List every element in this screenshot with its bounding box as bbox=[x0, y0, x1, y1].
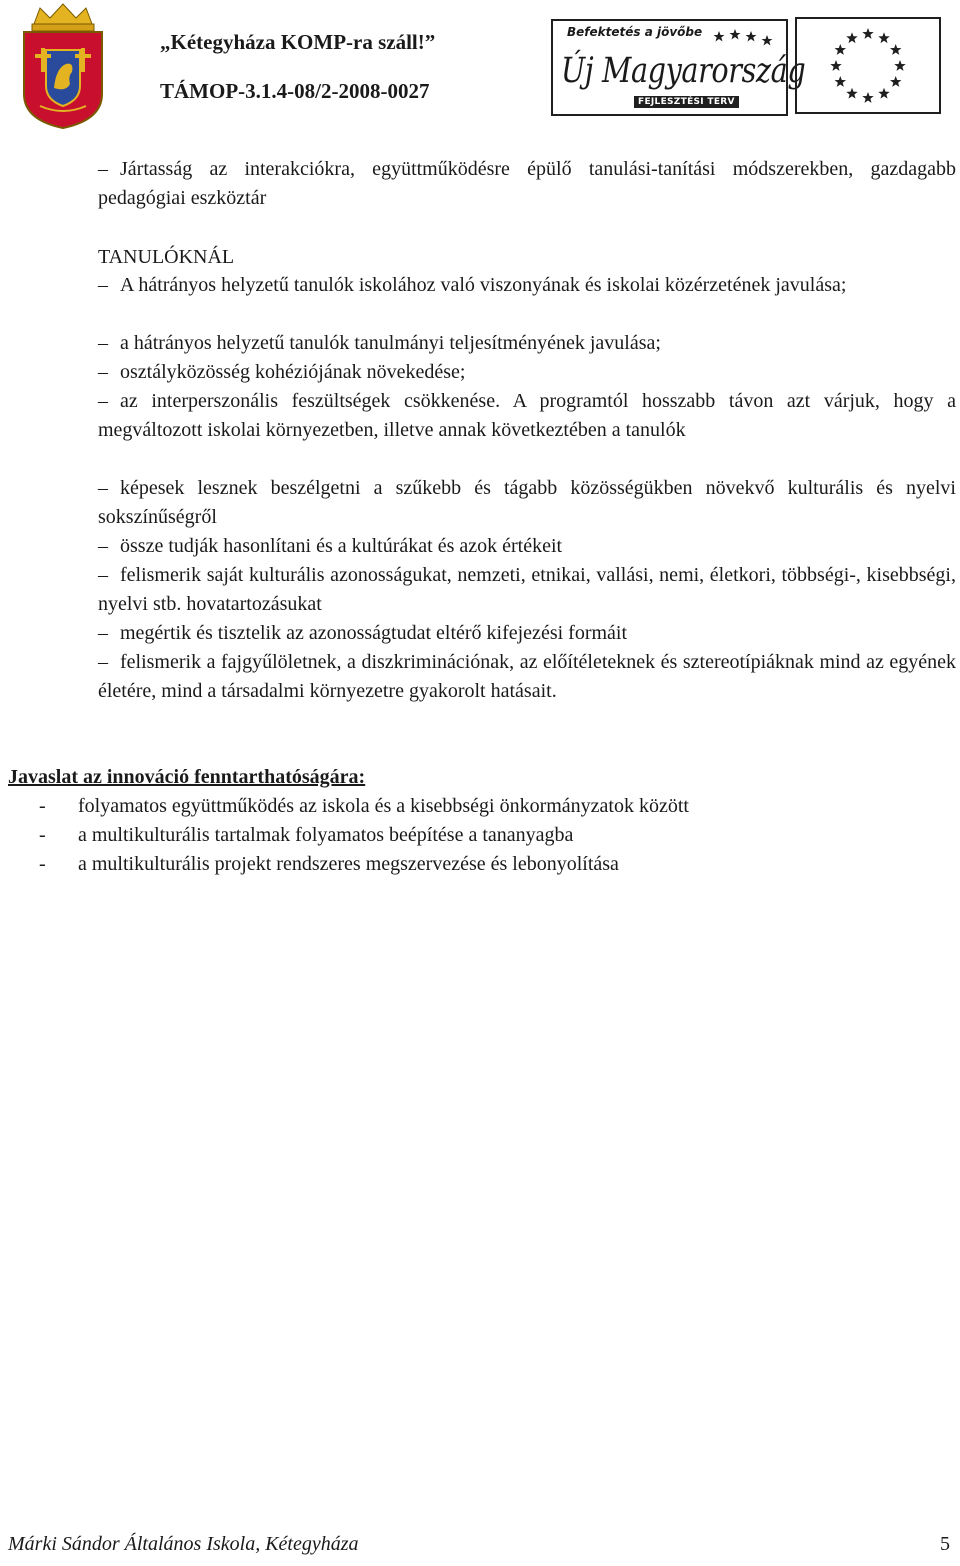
eu-star-icon bbox=[862, 28, 873, 39]
list-item bbox=[98, 474, 956, 532]
eu-star-icon bbox=[878, 88, 889, 99]
logo-slogan: Befektetés a jövőbe bbox=[567, 25, 703, 39]
item-text: az interperszonális feszültségek csökkenése. A programtól hosszabb távon azt várjuk, hogy a megváltozott iskolai környezetben, illetve annak következtében a tanulók bbox=[98, 390, 956, 441]
page-header bbox=[0, 0, 960, 140]
dash-bullet: – bbox=[98, 361, 108, 383]
item-text: képesek lesznek beszélgetni a szűkebb és tágabb közösségükben növekvő kulturális és nyelvi sokszínűségről bbox=[98, 477, 956, 528]
item-text: felismerik a fajgyűlöletnek, a diszkriminációnak, az előítéleteknek és sztereotípiáknak mind az egyének életére, mind a társadalmi környezetre gyakorolt hatásait. bbox=[98, 651, 956, 702]
project-code: TÁMOP-3.1.4-08/2-2008-0027 bbox=[160, 79, 430, 103]
page-number: 5 bbox=[940, 1533, 950, 1555]
proposal-item bbox=[8, 792, 908, 821]
eu-star-icon bbox=[862, 92, 873, 103]
item-text: felismerik saját kulturális azonosságukat, nemzeti, etnikai, vallási, nemi, életkori, többségi-, kisebbségi, nyelvi stb. hovatartozásukat bbox=[98, 564, 956, 615]
eu-star-icon bbox=[894, 60, 905, 71]
logo-main-text: Új Magyarország bbox=[561, 51, 806, 91]
dash-bullet: – bbox=[98, 390, 108, 412]
proposal-item-text: a multikulturális tartalmak folyamatos beépítése a tananyagba bbox=[78, 824, 574, 846]
logo-stars-icon bbox=[713, 29, 779, 49]
list-item bbox=[98, 271, 956, 300]
list-item bbox=[98, 619, 956, 648]
dash-bullet: – bbox=[98, 274, 108, 296]
text-line-1: Jártasság az interakciókra, együttműködésre épülő tanulási-tanítási módszerekben, gazdagabb pedagógiai eszköztár bbox=[98, 158, 956, 209]
town-crest-icon bbox=[20, 2, 106, 130]
item-text: össze tudják hasonlítani és a kultúrákat és azok értékeit bbox=[120, 535, 563, 557]
proposal-section bbox=[8, 763, 908, 879]
hyphen-bullet: - bbox=[39, 824, 46, 846]
dash-bullet: – bbox=[98, 332, 108, 354]
uj-magyarorszag-logo bbox=[551, 19, 806, 116]
dash-bullet: – bbox=[98, 535, 108, 557]
footer-school: Márki Sándor Általános Iskola, Kétegyháza bbox=[8, 1533, 359, 1555]
proposal-item-text: a multikulturális projekt rendszeres megszervezése és lebonyolítása bbox=[78, 853, 619, 875]
eu-star-icon bbox=[846, 32, 857, 43]
dash-bullet: – bbox=[98, 158, 108, 180]
proposal-title: Javaslat az innováció fenntarthatóságára: bbox=[8, 766, 366, 788]
item-text: megértik és tisztelik az azonosságtudat eltérő kifejezési formáit bbox=[120, 622, 628, 644]
eu-star-icon bbox=[890, 44, 901, 55]
hyphen-bullet: - bbox=[39, 853, 46, 875]
dash-bullet: – bbox=[98, 477, 108, 499]
dash-bullet: – bbox=[98, 622, 108, 644]
list-item bbox=[98, 532, 956, 561]
dash-bullet: – bbox=[98, 564, 108, 586]
list-item bbox=[98, 648, 956, 706]
paragraph-skills bbox=[98, 155, 956, 213]
proposal-item-text: folyamatos együttműködés az iskola és a kisebbségi önkormányzatok között bbox=[78, 795, 689, 817]
item-text: a hátrányos helyzetű tanulók tanulmányi teljesítményének javulása; bbox=[120, 332, 661, 354]
list-item bbox=[98, 329, 956, 358]
eu-star-icon bbox=[878, 32, 889, 43]
proposal-item bbox=[8, 850, 908, 879]
logo-plan-label: FEJLESZTÉSI TERV bbox=[634, 96, 739, 108]
dash-bullet: – bbox=[98, 651, 108, 673]
proposal-item bbox=[8, 821, 908, 850]
eu-star-icon bbox=[835, 76, 846, 87]
hyphen-bullet: - bbox=[39, 795, 46, 817]
heading-students: TANULÓKNÁL bbox=[98, 246, 235, 268]
eu-stars-icon bbox=[797, 19, 939, 112]
item-text: A hátrányos helyzetű tanulók iskolához való viszonyának és iskolai közérzetének javulása; bbox=[120, 274, 847, 296]
eu-star-icon bbox=[835, 44, 846, 55]
item-text: osztályközösség kohéziójának növekedése; bbox=[120, 361, 466, 383]
eu-star-icon bbox=[830, 60, 841, 71]
list-item bbox=[98, 358, 956, 387]
eu-star-icon bbox=[846, 88, 857, 99]
project-title: „Kétegyháza KOMP-ra száll!” bbox=[160, 30, 436, 54]
list-item bbox=[98, 561, 956, 619]
list-item bbox=[98, 387, 956, 445]
eu-flag bbox=[795, 17, 941, 114]
eu-star-icon bbox=[890, 76, 901, 87]
